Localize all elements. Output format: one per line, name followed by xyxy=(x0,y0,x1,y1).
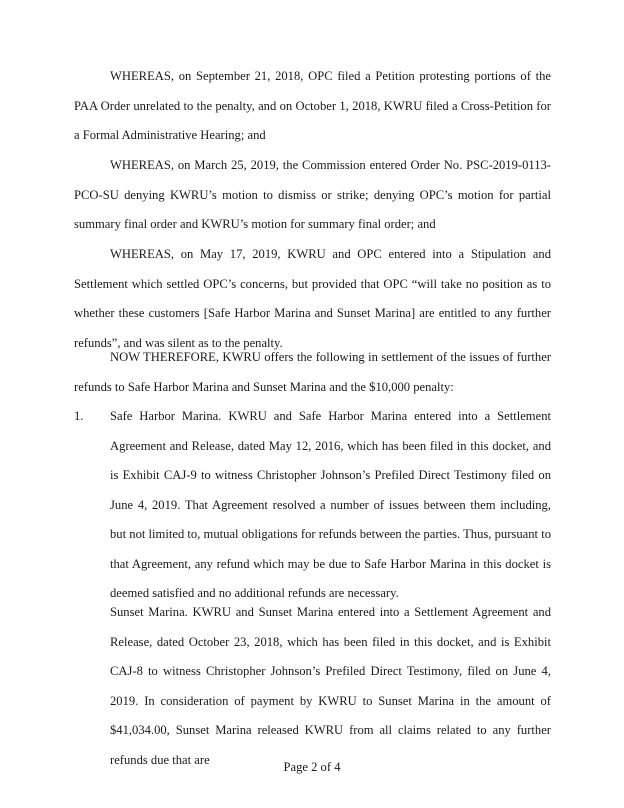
safe-harbor-text: . KWRU and Safe Harbor Marina entered into a Settlement Agreement and Release, dated May 12, 2016, which has been filed in this docket, and is Exhibit CAJ-9 to witness Christopher Johnson’s Prefiled Direct Testimony filed on June 4, 2019. That Agreement resolved a number of issues between them including, but not limited to, mutual obligations for refunds between the parties. Thus, pursuant to that Agreement, any refund which may be due to Safe Harbor Marina in this docket is deemed satisfied and no additional refunds are necessary. xyxy=(110,409,551,600)
item-number: 1. xyxy=(74,409,84,423)
safe-harbor-item xyxy=(110,402,551,609)
sunset-marina-text: . KWRU and Sunset Marina entered into a Settlement Agreement and Release, dated October 23, 2018, which has been filed in this docket, and is Exhibit CAJ-8 to witness Christopher Johnson’s Prefiled Direct Testimony, filed on June 4, 2019. In consideration of payment by KWRU to Sunset Marina in the amount of $41,034.00, Sunset Marina released KWRU from all claims related to any further refunds due that are xyxy=(110,605,552,767)
whereas-stipulation-paragraph: WHEREAS, on May 17, 2019, KWRU and OPC entered into a Stipulation and Settlement which settled OPC’s concerns, but provided that OPC “will take no position as to whether these customers [Safe Harbor Marina and Sunset Marina] are entitled to any further refunds”, and was silent as to the penalty. xyxy=(74,247,551,350)
whereas-petition-paragraph: WHEREAS, on September 21, 2018, OPC filed a Petition protesting portions of the PAA Order unrelated to the penalty, and on October 1, 2018, KWRU filed a Cross-Petition for a Formal Administrative Hearing; and xyxy=(74,69,551,142)
page-number-footer: Page 2 of 4 xyxy=(283,760,341,774)
now-therefore-paragraph: NOW THEREFORE, KWRU offers the following in settlement of the issues of further refunds to Safe Harbor Marina and Sunset Marina and the $10,000 penalty: xyxy=(74,350,551,394)
sunset-marina-item xyxy=(110,598,551,775)
safe-harbor-heading: Safe Harbor Marina xyxy=(110,409,219,423)
sunset-marina-heading: Sunset Marina xyxy=(110,605,185,619)
whereas-order-paragraph: WHEREAS, on March 25, 2019, the Commission entered Order No. PSC-2019-0113-PCO-SU denying KWRU’s motion to dismiss or strike; denying OPC’s motion for partial summary final order and KWRU’s motion for summary final order; and xyxy=(74,158,551,231)
